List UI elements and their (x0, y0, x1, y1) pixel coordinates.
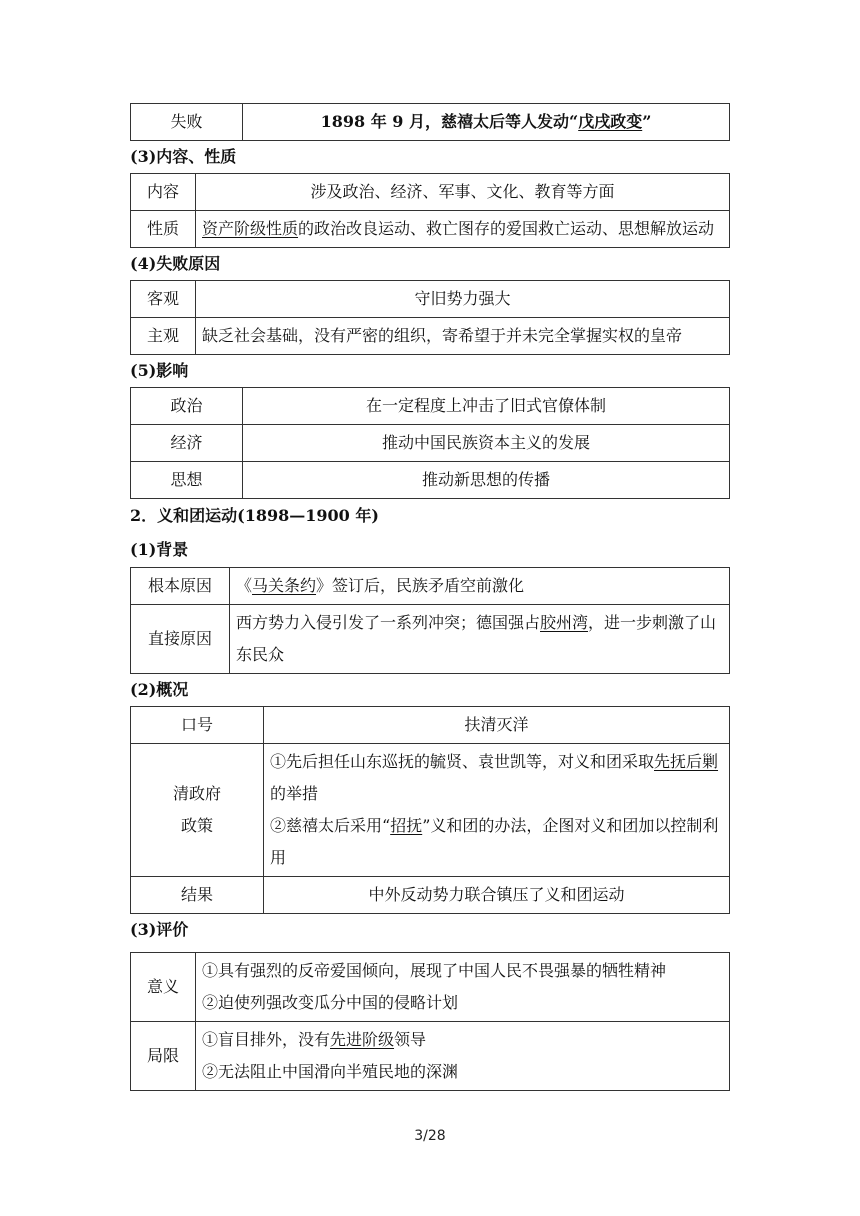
row-content: 推动新思想的传播 (243, 462, 730, 499)
row-label: 直接原因 (131, 605, 230, 674)
failure-table (130, 103, 730, 141)
failure-reasons-table (130, 280, 730, 355)
row-content: ①盲目排外，没有先进阶级领导 ②无法阻止中国滑向半殖民地的深渊 (196, 1022, 730, 1091)
row-label: 经济 (131, 425, 243, 462)
row-label: 局限 (131, 1022, 196, 1091)
row-content (264, 744, 730, 877)
row-content: 在一定程度上冲击了旧式官僚体制 (243, 388, 730, 425)
table-row (131, 744, 730, 877)
underlined-term: 先抚后剿 (654, 752, 719, 771)
section-heading: (3)评价 (130, 920, 189, 939)
row-label: 失败 (131, 104, 243, 141)
row-label: 内容 (131, 174, 196, 211)
row-content: 推动中国民族资本主义的发展 (243, 425, 730, 462)
row-label: 意义 (131, 953, 196, 1022)
table-row (131, 281, 730, 318)
underlined-term: 资产阶级性质 (202, 219, 299, 238)
policy-item: ②慈禧太后采用“招抚”义和团的办法，企图对义和团加以控制利用 (270, 816, 719, 867)
table-row (131, 425, 730, 462)
policy-item: ①先后担任山东巡抚的毓贤、袁世凯等，对义和团采取先抚后剿的举措 (270, 752, 719, 803)
underlined-term: 招抚 (390, 816, 423, 835)
table-row (131, 1022, 730, 1091)
influence-table (130, 387, 730, 499)
section-heading: (3)内容、性质 (130, 147, 237, 166)
row-content: 守旧势力强大 (196, 281, 730, 318)
main-section-heading: 2．义和团运动(1898—1900 年) (130, 506, 379, 525)
table-row (131, 388, 730, 425)
table-row (131, 605, 730, 674)
evaluation-table (130, 952, 730, 1091)
section-heading: (2)概况 (130, 680, 189, 699)
table-row (131, 707, 730, 744)
underlined-term: 先进阶级 (330, 1030, 395, 1049)
row-content: 缺乏社会基础，没有严密的组织，寄希望于并未完全掌握实权的皇帝 (196, 318, 730, 355)
background-table (130, 567, 730, 674)
row-label: 根本原因 (131, 568, 230, 605)
row-content: 1898 年 9 月，慈禧太后等人发动“戊戌政变” (243, 104, 730, 141)
row-content: 扶清灭洋 (264, 707, 730, 744)
row-content: 涉及政治、经济、军事、文化、教育等方面 (196, 174, 730, 211)
row-label: 主观 (131, 318, 196, 355)
table-row (131, 174, 730, 211)
overview-table (130, 706, 730, 914)
underlined-term: 马关条约 (252, 576, 317, 595)
row-content: 西方势力入侵引发了一系列冲突；德国强占胶州湾，进一步刺激了山东民众 (230, 605, 730, 674)
section-heading: (1)背景 (130, 540, 189, 559)
section-heading: (5)影响 (130, 361, 189, 380)
row-content: 《马关条约》签订后，民族矛盾空前激化 (230, 568, 730, 605)
underlined-term: 戊戌政变 (578, 112, 643, 131)
row-label: 清政府 政策 (131, 744, 264, 877)
row-label: 口号 (131, 707, 264, 744)
table-row (131, 953, 730, 1022)
row-label: 客观 (131, 281, 196, 318)
table-row (131, 318, 730, 355)
table-row (131, 568, 730, 605)
row-label: 政治 (131, 388, 243, 425)
page-number: 3/28 (414, 1128, 446, 1144)
row-label: 思想 (131, 462, 243, 499)
table-row (131, 211, 730, 248)
underlined-term: 胶州湾 (540, 613, 589, 632)
content-nature-table (130, 173, 730, 248)
row-content: 资产阶级性质的政治改良运动、救亡图存的爱国救亡运动、思想解放运动 (196, 211, 730, 248)
row-content: 中外反动势力联合镇压了义和团运动 (264, 877, 730, 914)
row-label: 性质 (131, 211, 196, 248)
table-row (131, 104, 730, 141)
table-row (131, 462, 730, 499)
row-content: ①具有强烈的反帝爱国倾向，展现了中国人民不畏强暴的牺牲精神 ②迫使列强改变瓜分中国的侵略计划 (196, 953, 730, 1022)
row-label: 结果 (131, 877, 264, 914)
section-heading: (4)失败原因 (130, 254, 221, 273)
table-row (131, 877, 730, 914)
document-body (130, 103, 730, 1091)
